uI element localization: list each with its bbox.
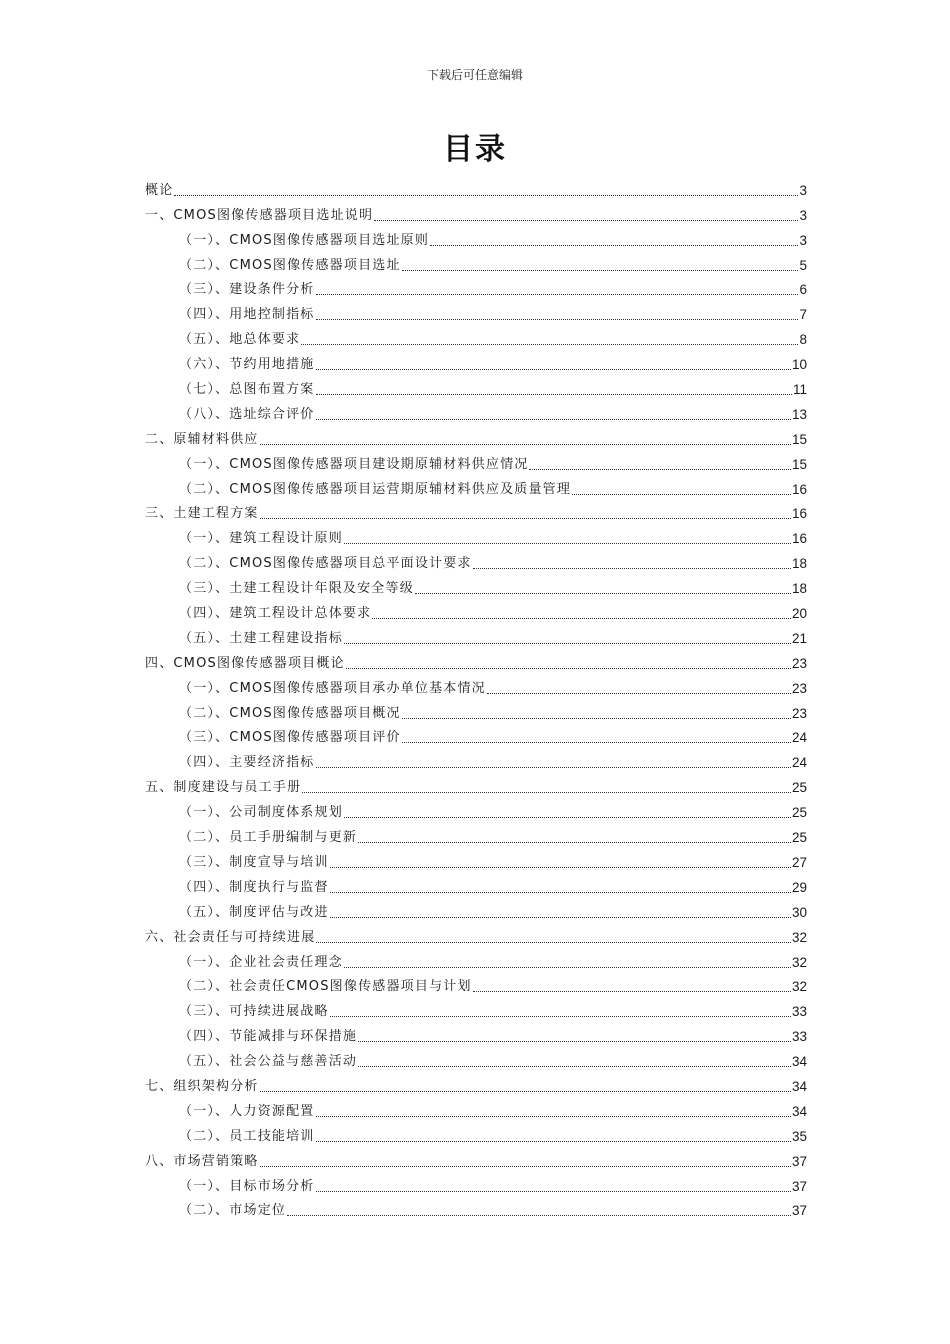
toc-entry-text: （二）、CMOS图像传感器项目运营期原辅材料供应及质量管理 (179, 481, 572, 497)
toc-dot-leader (415, 593, 791, 594)
toc-section-entry[interactable] (145, 572, 807, 597)
toc-dot-leader (402, 718, 791, 719)
toc-section-entry[interactable] (145, 522, 807, 547)
toc-dot-leader (529, 469, 790, 470)
toc-page-number: 25 (791, 805, 807, 821)
toc-entry-text: （一）、CMOS图像传感器项目承办单位基本情况 (179, 680, 486, 696)
toc-entry-text: （三）、制度宣导与培训 (179, 854, 329, 870)
toc-section-entry[interactable] (145, 871, 807, 896)
toc-chapter-entry[interactable] (145, 771, 807, 796)
toc-page-number: 23 (791, 655, 807, 671)
toc-page-number: 30 (791, 904, 807, 920)
toc-dot-leader (316, 942, 791, 943)
toc-section-entry[interactable] (145, 274, 807, 299)
toc-dot-leader (316, 1191, 791, 1192)
toc-dot-leader (174, 195, 798, 196)
toc-entry-text: （三）、可持续进展战略 (179, 1004, 329, 1020)
toc-page-number: 3 (799, 207, 807, 223)
toc-dot-leader (316, 419, 791, 420)
toc-entry-text: 一、CMOS图像传感器项目选址说明 (145, 207, 374, 223)
toc-entry-text: （八）、选址综合评价 (179, 406, 315, 422)
toc-section-entry[interactable] (145, 1045, 807, 1070)
toc-dot-leader (402, 270, 799, 271)
toc-section-entry[interactable] (145, 1095, 807, 1120)
toc-section-entry[interactable] (145, 995, 807, 1020)
toc-section-entry[interactable] (145, 622, 807, 647)
toc-dot-leader (260, 1166, 791, 1167)
toc-dot-leader (330, 892, 791, 893)
toc-entry-text: 二、原辅材料供应 (145, 431, 259, 447)
toc-entry-text: （四）、主要经济指标 (179, 755, 315, 771)
toc-page-number: 13 (791, 406, 807, 422)
toc-entry-text: 三、土建工程方案 (145, 506, 259, 522)
toc-entry-text: （二）、CMOS图像传感器项目总平面设计要求 (179, 556, 472, 572)
toc-page-number: 23 (791, 680, 807, 696)
toc-page-number: 5 (799, 257, 807, 273)
toc-section-entry[interactable] (145, 672, 807, 697)
toc-dot-leader (430, 245, 798, 246)
toc-entry-text: （六）、节约用地措施 (179, 357, 315, 373)
toc-dot-leader (374, 220, 798, 221)
toc-entry-text: （五）、社会公益与慈善活动 (179, 1054, 358, 1070)
toc-section-entry[interactable] (145, 821, 807, 846)
toc-entry-text: （一）、人力资源配置 (179, 1103, 315, 1119)
toc-page-number: 37 (791, 1178, 807, 1194)
toc-dot-leader (344, 643, 791, 644)
toc-page-number: 18 (791, 556, 807, 572)
toc-dot-leader (316, 319, 799, 320)
toc-section-entry[interactable] (145, 224, 807, 249)
page-header: 下载后可任意编辑 (426, 68, 523, 82)
toc-chapter-entry[interactable] (145, 1145, 807, 1170)
toc-section-entry[interactable] (145, 796, 807, 821)
toc-section-entry[interactable] (145, 348, 807, 373)
toc-section-entry[interactable] (145, 1120, 807, 1145)
toc-page-number: 34 (791, 1103, 807, 1119)
toc-entry-text: （一）、CMOS图像传感器项目选址原则 (179, 232, 430, 248)
toc-chapter-entry[interactable] (145, 921, 807, 946)
toc-dot-leader (402, 742, 791, 743)
toc-entry-text: 八、市场营销策略 (145, 1153, 259, 1169)
toc-section-entry[interactable] (145, 1170, 807, 1195)
toc-entry-text: （一）、目标市场分析 (179, 1178, 315, 1194)
toc-page-number: 3 (799, 182, 807, 198)
toc-dot-leader (487, 693, 791, 694)
toc-page-number: 23 (791, 705, 807, 721)
toc-dot-leader (330, 917, 791, 918)
toc-entry-text: （二）、员工技能培训 (179, 1128, 315, 1144)
toc-dot-leader (344, 817, 791, 818)
toc-chapter-entry[interactable] (145, 498, 807, 523)
toc-section-entry[interactable] (145, 1195, 807, 1220)
toc-entry-text: （二）、市场定位 (179, 1203, 287, 1219)
toc-section-entry[interactable] (145, 398, 807, 423)
toc-entry-text: （五）、制度评估与改进 (179, 904, 329, 920)
toc-section-entry[interactable] (145, 448, 807, 473)
toc-dot-leader (316, 294, 799, 295)
toc-entry-text: （一）、建筑工程设计原则 (179, 531, 343, 547)
toc-page-number: 24 (791, 730, 807, 746)
toc-section-entry[interactable] (145, 547, 807, 572)
toc-entry-text: （三）、建设条件分析 (179, 282, 315, 298)
toc-title: 目录 (443, 132, 507, 167)
toc-entry-text: （一）、公司制度体系规划 (179, 805, 343, 821)
toc-page-number: 24 (791, 755, 807, 771)
toc-dot-leader (330, 867, 791, 868)
toc-page-number: 16 (791, 506, 807, 522)
toc-page-number: 18 (791, 581, 807, 597)
toc-page-number: 10 (791, 357, 807, 373)
toc-dot-leader (358, 1041, 791, 1042)
toc-chapter-entry[interactable] (145, 1070, 807, 1095)
toc-page-number: 25 (791, 780, 807, 796)
toc-page-number: 16 (791, 531, 807, 547)
toc-chapter-entry[interactable] (145, 423, 807, 448)
toc-page-number: 32 (791, 929, 807, 945)
toc-dot-leader (316, 767, 791, 768)
toc-entry-text: （四）、建筑工程设计总体要求 (179, 606, 372, 622)
toc-section-entry[interactable] (145, 373, 807, 398)
toc-dot-leader (316, 394, 792, 395)
toc-page-number: 15 (791, 431, 807, 447)
toc-dot-leader (372, 618, 791, 619)
toc-dot-leader (358, 842, 791, 843)
toc-entry-text: （三）、土建工程设计年限及安全等级 (179, 581, 414, 597)
toc-dot-leader (302, 792, 791, 793)
toc-dot-leader (346, 668, 791, 669)
toc-section-entry[interactable] (145, 697, 807, 722)
toc-dot-leader (301, 344, 798, 345)
toc-dot-leader (358, 1066, 791, 1067)
toc-entry-text: 五、制度建设与员工手册 (145, 780, 302, 796)
toc-dot-leader (572, 494, 791, 495)
toc-section-entry[interactable] (145, 473, 807, 498)
toc-section-entry[interactable] (145, 1020, 807, 1045)
toc-entry-text: 六、社会责任与可持续进展 (145, 929, 316, 945)
toc-section-entry[interactable] (145, 846, 807, 871)
toc-page-number: 29 (791, 879, 807, 895)
toc-page-number: 3 (799, 232, 807, 248)
toc-entry-text: （四）、制度执行与监督 (179, 879, 329, 895)
toc-dot-leader (316, 369, 791, 370)
toc-section-entry[interactable] (145, 249, 807, 274)
toc-dot-leader (260, 518, 791, 519)
toc-dot-leader (316, 1141, 791, 1142)
toc-page-number: 37 (791, 1203, 807, 1219)
toc-page-number: 32 (791, 979, 807, 995)
toc-entry-text: 四、CMOS图像传感器项目概论 (145, 655, 345, 671)
toc-dot-leader (260, 1091, 791, 1092)
toc-entry-text: （三）、CMOS图像传感器项目评价 (179, 730, 401, 746)
toc-page-number: 27 (791, 854, 807, 870)
toc-entry-text: 七、组织架构分析 (145, 1078, 259, 1094)
toc-page-number: 35 (791, 1128, 807, 1144)
toc-dot-leader (330, 1016, 791, 1017)
toc-page-number: 37 (791, 1153, 807, 1169)
toc-page-number: 11 (792, 382, 807, 398)
table-of-contents (145, 174, 807, 1219)
toc-entry-text: （二）、员工手册编制与更新 (179, 830, 358, 846)
toc-page-number: 33 (791, 1004, 807, 1020)
toc-section-entry[interactable] (145, 896, 807, 921)
toc-dot-leader (473, 991, 791, 992)
toc-section-entry[interactable] (145, 722, 807, 747)
toc-page-number: 7 (799, 307, 807, 323)
toc-dot-leader (287, 1215, 791, 1216)
toc-entry-text: 概论 (145, 182, 174, 198)
toc-entry-text: （五）、土建工程建设指标 (179, 630, 343, 646)
toc-dot-leader (344, 543, 791, 544)
toc-page-number: 25 (791, 830, 807, 846)
toc-chapter-entry[interactable] (145, 647, 807, 672)
toc-dot-leader (260, 444, 791, 445)
toc-entry-text: （二）、CMOS图像传感器项目选址 (179, 257, 401, 273)
toc-dot-leader (344, 967, 791, 968)
toc-section-entry[interactable] (145, 323, 807, 348)
toc-section-entry[interactable] (145, 298, 807, 323)
toc-page-number: 32 (791, 954, 807, 970)
toc-entry-text: （五）、地总体要求 (179, 332, 301, 348)
toc-entry-text: （四）、用地控制指标 (179, 307, 315, 323)
toc-entry-text: （四）、节能减排与环保措施 (179, 1029, 358, 1045)
toc-page-number: 8 (799, 332, 807, 348)
toc-page-number: 21 (791, 630, 807, 646)
toc-section-entry[interactable] (145, 946, 807, 971)
toc-page-number: 34 (791, 1054, 807, 1070)
toc-entry-text: （七）、总图布置方案 (179, 382, 315, 398)
toc-section-entry[interactable] (145, 971, 807, 996)
toc-page-number: 16 (791, 481, 807, 497)
toc-page-number: 6 (799, 282, 807, 298)
toc-page-number: 34 (791, 1078, 807, 1094)
toc-page-number: 20 (791, 606, 807, 622)
toc-entry-text: （一）、CMOS图像传感器项目建设期原辅材料供应情况 (179, 456, 529, 472)
toc-dot-leader (473, 568, 791, 569)
toc-dot-leader (316, 1116, 791, 1117)
toc-section-entry[interactable] (145, 597, 807, 622)
toc-chapter-entry[interactable] (145, 199, 807, 224)
toc-chapter-entry[interactable] (145, 174, 807, 199)
toc-section-entry[interactable] (145, 746, 807, 771)
toc-page-number: 33 (791, 1029, 807, 1045)
toc-entry-text: （一）、企业社会责任理念 (179, 954, 343, 970)
toc-entry-text: （二）、CMOS图像传感器项目概况 (179, 705, 401, 721)
toc-page-number: 15 (791, 456, 807, 472)
toc-entry-text: （二）、社会责任CMOS图像传感器项目与计划 (179, 979, 472, 995)
